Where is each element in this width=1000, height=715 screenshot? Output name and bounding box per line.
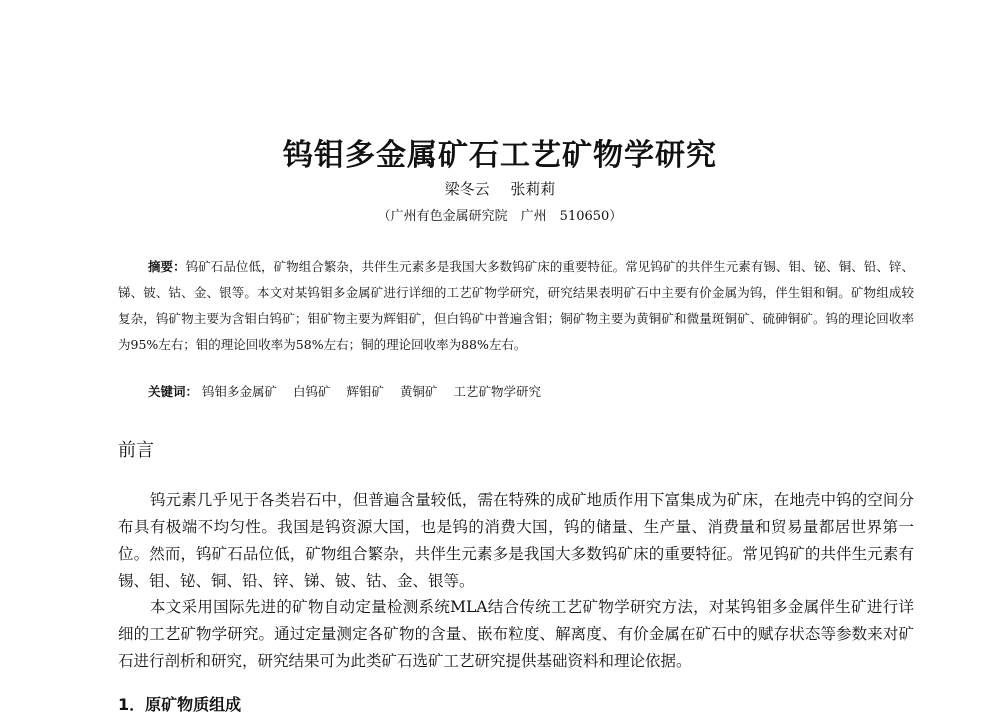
keywords-label: 关键词： — [148, 384, 199, 399]
section-heading: 1．原矿物质组成 — [118, 695, 242, 714]
abstract-text: 钨矿石品位低，矿物组合繁杂，共伴生元素多是我国大多数钨矿床的重要特征。常见钨矿的共伴生元素有锡、钼、铋、铜、铅、锌、锑、铍、钴、金、银等。本文对某钨钼多金属矿进行详细的工艺矿物学研究，研究结果表明矿石中主要有价金属为钨，伴生钼和铜。矿物组成较复杂，钨矿物主要为含钼白钨矿；钼矿物主要为辉钼矿，但白钨矿中普遍含钼；铜矿物主要为黄铜矿和微量斑铜矿、硫砷铜矿。钨的理论回收率为95%左右；钼的理论回收率为58%左右；铜的理论回收率为88%左右。 — [118, 259, 914, 352]
keyword: 工艺矿物学研究 — [453, 384, 542, 399]
keyword: 白钨矿 — [293, 384, 331, 399]
intro-paragraph: 本文采用国际先进的矿物自动定量检测系统MLA结合传统工艺矿物学研究方法，对某钨钼多金属伴生矿进行详细的工艺矿物学研究。通过定量测定各矿物的含量、嵌布粒度、解离度、有价金属在矿石中的赋存状态等参数来对矿石进行剖析和研究，研究结果可为此类矿石选矿工艺研究提供基础资料和理论依据。 — [118, 598, 914, 670]
intro-heading: 前言 — [118, 440, 154, 461]
keyword: 黄铜矿 — [400, 384, 438, 399]
affiliation: （广州有色金属研究院 广州 510650） — [377, 209, 623, 224]
author-name: 张莉莉 — [510, 180, 556, 198]
abstract — [118, 254, 914, 358]
keyword: 钨钼多金属矿 — [202, 384, 278, 399]
abstract-label: 摘要： — [148, 259, 186, 274]
keywords — [148, 382, 914, 400]
paper-title: 钨钼多金属矿石工艺矿物学研究 — [283, 138, 717, 173]
author-list — [0, 178, 1000, 199]
author-name: 梁冬云 — [444, 180, 490, 198]
intro-paragraph: 钨元素几乎见于各类岩石中，但普遍含量较低，需在特殊的成矿地质作用下富集成为矿床，在地壳中钨的空间分布具有极端不均匀性。我国是钨资源大国，也是钨的消费大国，钨的储量、生产量、消费量和贸易量都居世界第一位。然而，钨矿石品位低，矿物组合繁杂，共伴生元素多是我国大多数钨矿床的重要特征。常见钨矿的共伴生元素有锡、钼、铋、铜、铅、锌、锑、铍、钴、金、银等。 — [118, 491, 914, 590]
keyword: 辉钼矿 — [346, 384, 385, 399]
